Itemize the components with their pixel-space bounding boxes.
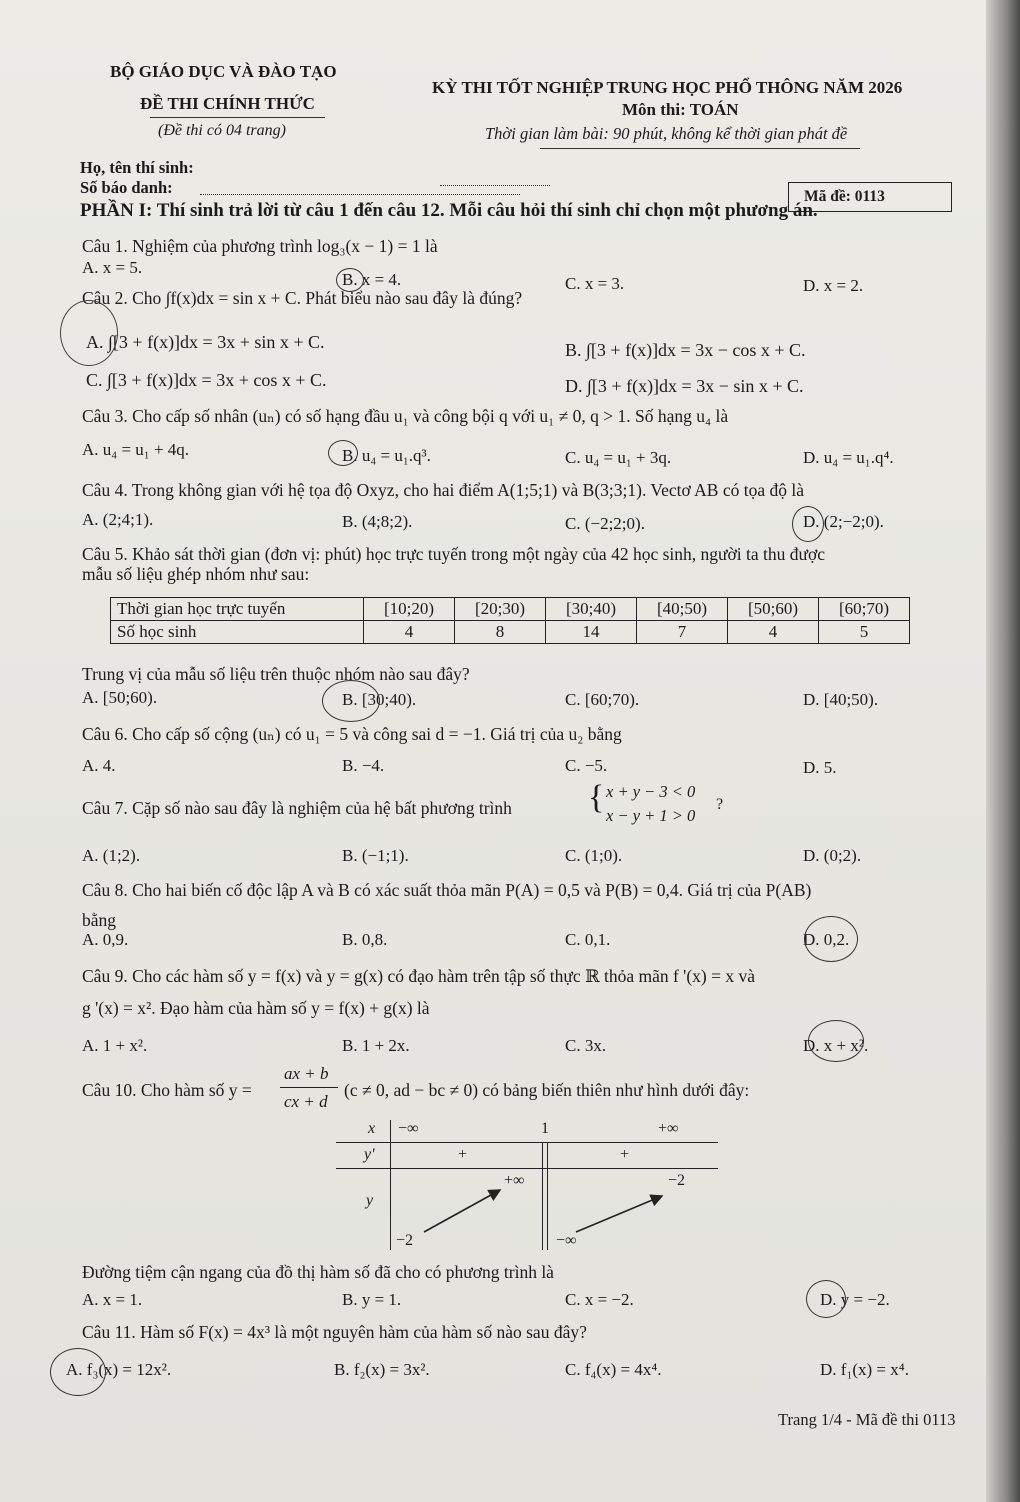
page-edge-shadow — [986, 0, 1020, 1502]
table-cell: [10;20) — [364, 598, 455, 621]
official-label: ĐỀ THI CHÍNH THỨC — [140, 94, 315, 113]
q5-option-d: D. [40;50). — [803, 690, 879, 709]
q8-option-a: A. 0,9. — [82, 930, 129, 949]
q7-option-b: B. (−1;1). — [342, 846, 409, 865]
table-cell: 4 — [728, 621, 819, 644]
handwritten-circle-q1 — [336, 268, 364, 292]
q11-option-b: B. f₂(x) = 3x². — [334, 1360, 430, 1379]
table-cell: 4 — [364, 621, 455, 644]
q5-stem-line1: Câu 5. Khảo sát thời gian (đơn vị: phút) học trực tuyến trong một ngày của 42 học sinh, người ta thu được — [82, 544, 825, 564]
q4-option-a: A. (2;4;1). — [82, 510, 154, 529]
handwritten-circle-q8 — [804, 916, 858, 962]
table-cell: [50;60) — [728, 598, 819, 621]
time-limit: Thời gian làm bài: 90 phút, không kể thời gian phát đề — [485, 124, 848, 143]
q4-option-c: C. (−2;2;0). — [565, 514, 645, 533]
part1-heading: PHẦN I: Thí sinh trả lời từ câu 1 đến câu 12. Mỗi câu hỏi thí sinh chỉ chọn một phương án. — [80, 200, 818, 221]
ministry-name: BỘ GIÁO DỤC VÀ ĐÀO TẠO — [110, 62, 337, 81]
vt-arrows — [400, 1180, 720, 1250]
vt-sign-right: + — [620, 1146, 630, 1163]
vt-x-one: 1 — [541, 1120, 549, 1137]
q8-option-d: D. 0,2. — [803, 930, 850, 949]
vt-y-neg2-left: −2 — [396, 1232, 414, 1249]
q3-option-a: A. u₄ = u₁ + 4q. — [82, 440, 190, 459]
q4-stem: Câu 4. Trong không gian với hệ tọa độ Oxyz, cho hai điểm A(1;5;1) và B(3;3;1). Vectơ AB có tọa độ là — [82, 480, 804, 500]
q1-option-a: A. x = 5. — [82, 258, 143, 277]
q10-fraction-den: cx + d — [284, 1092, 328, 1111]
q9-stem-line2: g '(x) = x². Đạo hàm của hàm số y = f(x) + g(x) là — [82, 998, 430, 1018]
q10-stem-b: (c ≠ 0, ad − bc ≠ 0) có bảng biến thiên như hình dưới đây: — [344, 1080, 750, 1100]
vt-arrow-increasing-right — [576, 1196, 662, 1232]
q8-stem-line2: bằng — [82, 910, 117, 930]
q10-fraction-num: ax + b — [284, 1064, 329, 1083]
vt-y-neg-inf: −∞ — [556, 1232, 577, 1249]
table-row — [111, 598, 910, 621]
q1-option-d: D. x = 2. — [803, 276, 864, 295]
q7-option-c: C. (1;0). — [565, 846, 623, 865]
q7-option-d: D. (0;2). — [803, 846, 862, 865]
table-cell: [40;50) — [637, 598, 728, 621]
q5-option-a: A. [50;60). — [82, 688, 158, 707]
q2-stem: Câu 2. Cho ∫f(x)dx = sin x + C. Phát biểu nào sau đây là đúng? — [82, 288, 523, 308]
q5-option-b: B. [30;40). — [342, 690, 417, 709]
q8-option-c: C. 0,1. — [565, 930, 611, 949]
q10-option-c: C. x = −2. — [565, 1290, 634, 1309]
q7-brace: { — [588, 779, 605, 816]
q3-stem: Câu 3. Cho cấp số nhân (uₙ) có số hạng đầu u₁ và công bội q với u₁ ≠ 0, q > 1. Số hạng u₄ là — [82, 406, 729, 426]
q2-option-d: D. ∫[3 + f(x)]dx = 3x − sin x + C. — [565, 376, 804, 396]
q9-option-c: C. 3x. — [565, 1036, 607, 1055]
vt-yprime-label: y' — [364, 1146, 375, 1163]
vt-sign-left: + — [458, 1146, 468, 1163]
q10-stem-line2: Đường tiệm cận ngang của đồ thị hàm số đã cho có phương trình là — [82, 1262, 554, 1282]
table-cell: 5 — [819, 621, 910, 644]
q2-option-c: C. ∫[3 + f(x)]dx = 3x + cos x + C. — [86, 370, 327, 390]
q5-frequency-table — [110, 597, 910, 644]
page-count: (Đề thi có 04 trang) — [158, 122, 286, 139]
q3-option-c: C. u₄ = u₁ + 3q. — [565, 448, 672, 467]
vt-y-pos-inf: +∞ — [504, 1172, 525, 1189]
table-cell: Số học sinh — [111, 621, 364, 644]
q1-option-c: C. x = 3. — [565, 274, 625, 293]
table-cell: 14 — [546, 621, 637, 644]
exam-title: KỲ THI TỐT NGHIỆP TRUNG HỌC PHỔ THÔNG NĂM 2026 — [432, 78, 903, 97]
handwritten-circle-q4 — [792, 506, 824, 542]
handwritten-circle-q5 — [322, 680, 380, 722]
q11-option-d: D. f₁(x) = x⁴. — [820, 1360, 909, 1379]
q6-option-c: C. −5. — [565, 756, 608, 775]
q6-option-a: A. 4. — [82, 756, 116, 775]
q11-option-a: A. f₃(x) = 12x². — [66, 1360, 172, 1379]
q2-option-b: B. ∫[3 + f(x)]dx = 3x − cos x + C. — [565, 340, 806, 360]
handwritten-circle-q10 — [806, 1280, 846, 1318]
vt-x-label: x — [368, 1120, 376, 1137]
q6-stem: Câu 6. Cho cấp số cộng (uₙ) có u₁ = 5 và công sai d = −1. Giá trị của u₂ bằng — [82, 724, 622, 744]
vt-arrow-increasing-left — [424, 1190, 500, 1232]
q6-option-b: B. −4. — [342, 756, 385, 775]
q6-option-d: D. 5. — [803, 758, 837, 777]
table-row — [111, 621, 910, 644]
id-line — [200, 194, 520, 195]
handwritten-circle-q9 — [808, 1020, 864, 1062]
table-cell: Thời gian học trực tuyến — [111, 598, 364, 621]
table-cell: [60;70) — [819, 598, 910, 621]
q10-option-b: B. y = 1. — [342, 1290, 402, 1309]
q3-option-d: D. u₄ = u₁.q⁴. — [803, 448, 894, 467]
q5-option-c: C. [60;70). — [565, 690, 640, 709]
q11-option-c: C. f₄(x) = 4x⁴. — [565, 1360, 662, 1379]
subject: Môn thi: TOÁN — [622, 100, 739, 119]
q1-stem: Câu 1. Nghiệm của phương trình log₃(x − 1) = 1 là — [82, 236, 438, 256]
vt-y-label: y — [366, 1192, 374, 1209]
q9-option-a: A. 1 + x². — [82, 1036, 148, 1055]
q11-stem: Câu 11. Hàm số F(x) = 4x³ là một nguyên hàm của hàm số nào sau đây? — [82, 1322, 587, 1342]
name-label: Họ, tên thí sinh: — [80, 158, 194, 177]
table-cell: 8 — [455, 621, 546, 644]
q5-stem-line2: mẫu số liệu ghép nhóm như sau: — [82, 564, 310, 584]
vt-y-neg2-right: −2 — [668, 1172, 686, 1189]
q8-option-b: B. 0,8. — [342, 930, 388, 949]
q7-question-mark: ? — [716, 796, 724, 813]
header-rule-left — [150, 117, 325, 118]
q4-option-b: B. (4;8;2). — [342, 512, 413, 531]
q10-option-a: A. x = 1. — [82, 1290, 143, 1309]
vt-left-border — [390, 1120, 391, 1250]
q9-option-b: B. 1 + 2x. — [342, 1036, 410, 1055]
table-cell: [30;40) — [546, 598, 637, 621]
q7-stem: Câu 7. Cặp số nào sau đây là nghiệm của hệ bất phương trình — [82, 798, 512, 818]
name-line — [440, 185, 550, 186]
q10-option-d: D. y = −2. — [820, 1290, 890, 1309]
q7-inequality-2: x − y + 1 > 0 — [606, 806, 696, 825]
q8-stem: Câu 8. Cho hai biến cố độc lập A và B có xác suất thỏa mãn P(A) = 0,5 và P(B) = 0,4. Giá trị của P(AB) — [82, 880, 812, 900]
q2-option-a: A. ∫[3 + f(x)]dx = 3x + sin x + C. — [86, 332, 325, 352]
q1-option-b: B. x = 4. — [342, 270, 402, 289]
q9-option-d: D. x + x². — [803, 1036, 869, 1055]
q7-option-a: A. (1;2). — [82, 846, 141, 865]
q3-option-b: B. u₄ = u₁.q³. — [342, 446, 431, 465]
vt-row-rule-2 — [336, 1168, 718, 1169]
q5-stem-line3: Trung vị của mẫu số liệu trên thuộc nhóm nào sau đây? — [82, 664, 470, 684]
page-footer: Trang 1/4 - Mã đề thi 0113 — [778, 1410, 956, 1429]
vt-x-neg-inf: −∞ — [398, 1120, 419, 1137]
id-label: Số báo danh: — [80, 178, 173, 197]
handwritten-circle-q3 — [328, 440, 358, 466]
table-cell: 7 — [637, 621, 728, 644]
q7-inequality-1: x + y − 3 < 0 — [606, 782, 696, 801]
header-rule-right — [540, 148, 860, 149]
vt-x-pos-inf: +∞ — [658, 1120, 679, 1137]
q10-stem-a: Câu 10. Cho hàm số y = — [82, 1080, 252, 1100]
q9-stem: Câu 9. Cho các hàm số y = f(x) và y = g(x) có đạo hàm trên tập số thực ℝ thỏa mãn f '(x) = x và — [82, 966, 755, 986]
q4-option-d: D. (2;−2;0). — [803, 512, 884, 531]
handwritten-circle-q2 — [60, 300, 118, 366]
exam-code: Mã đề: 0113 — [804, 188, 885, 205]
vt-row-rule-1 — [336, 1142, 718, 1143]
q10-fraction-bar — [280, 1087, 338, 1088]
table-cell: [20;30) — [455, 598, 546, 621]
handwritten-circle-q11 — [50, 1348, 106, 1396]
